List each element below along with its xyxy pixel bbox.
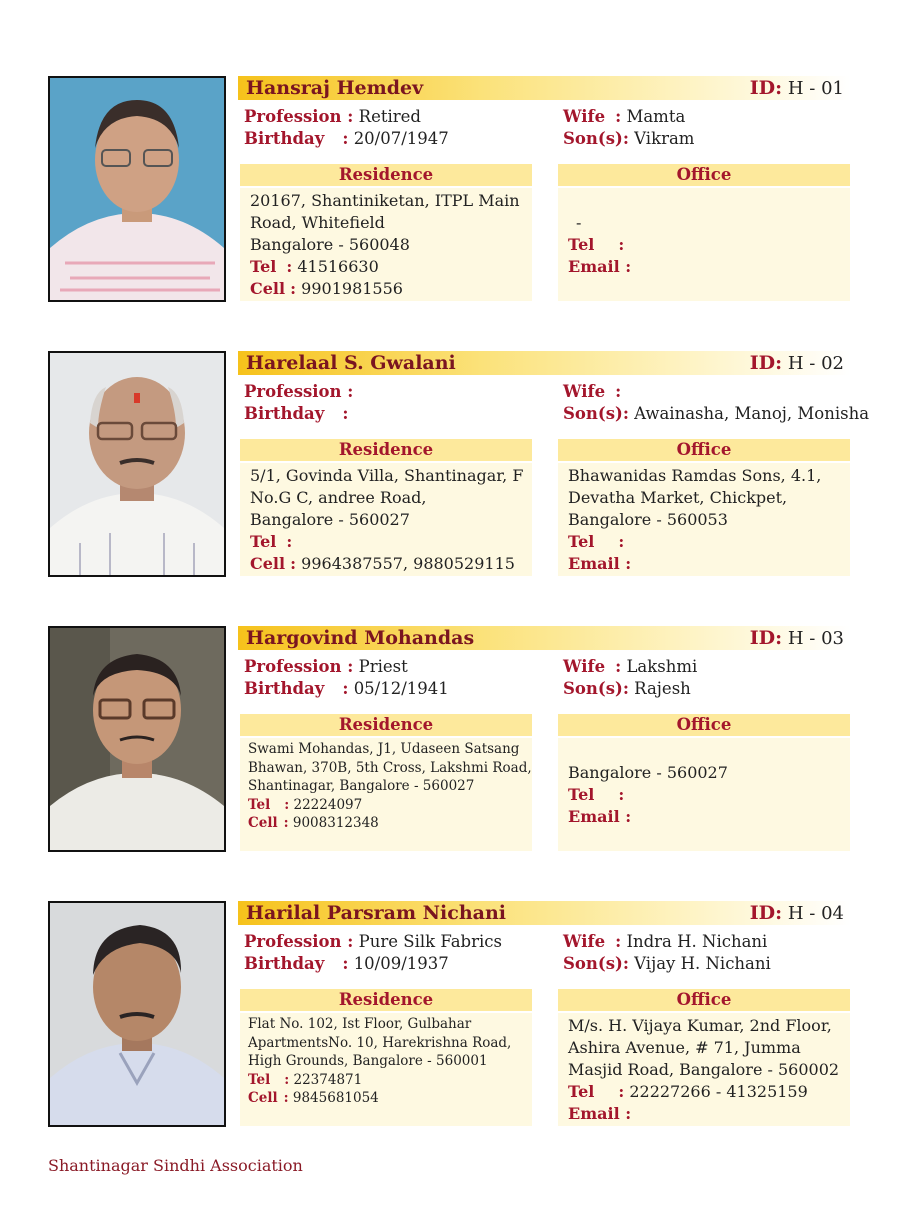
member-photo	[48, 901, 226, 1127]
member-entry	[0, 76, 900, 306]
sons-row: Son(s): Awainasha, Manoj, Monisha	[563, 404, 870, 423]
address-line: Devatha Market, Chickpet,	[568, 488, 788, 507]
address-line: No.G C, andree Road,	[250, 488, 427, 507]
member-id: ID: H - 04	[749, 902, 844, 924]
address-line: Bangalore - 560048	[250, 235, 410, 254]
address-line: Road, Whitefield	[250, 213, 385, 232]
name-bar	[238, 626, 850, 650]
cell-row: Cell : 9964387557, 9880529115	[250, 554, 515, 573]
member-name: Harelaal S. Gwalani	[246, 352, 456, 374]
office-header: Office	[558, 714, 850, 736]
address-line: M/s. H. Vijaya Kumar, 2nd Floor,	[568, 1016, 832, 1035]
address-line: Ashira Avenue, # 71, Jumma	[568, 1038, 801, 1057]
office-box	[558, 463, 850, 576]
member-photo	[48, 76, 226, 302]
residence-box	[240, 1013, 532, 1126]
portrait-image	[50, 628, 224, 850]
sons-row: Son(s): Vijay H. Nichani	[563, 954, 771, 973]
tel-row: Tel : 22227266 - 41325159	[568, 1082, 808, 1101]
portrait-image	[50, 903, 224, 1125]
wife-row: Wife : Indra H. Nichani	[563, 932, 768, 951]
office-header: Office	[558, 164, 850, 186]
address-line: 20167, Shantiniketan, ITPL Main	[250, 191, 520, 210]
office-box	[558, 738, 850, 851]
cell-row: Cell : 9008312348	[248, 815, 379, 831]
address-line: Bangalore - 560053	[568, 510, 728, 529]
member-entry	[0, 901, 900, 1131]
name-bar	[238, 901, 850, 925]
address-line: Shantinagar, Bangalore - 560027	[248, 778, 475, 794]
member-name: Harilal Parsram Nichani	[246, 902, 506, 924]
residence-header: Residence	[240, 989, 532, 1011]
portrait-image	[50, 353, 224, 575]
wife-row: Wife : Lakshmi	[563, 657, 698, 676]
member-id: ID: H - 01	[749, 77, 844, 99]
office-header: Office	[558, 989, 850, 1011]
birthday-row: Birthday : 05/12/1941	[244, 679, 449, 698]
address-line: ApartmentsNo. 10, Harekrishna Road,	[248, 1034, 512, 1051]
birthday-row: Birthday : 10/09/1937	[244, 954, 449, 973]
profession-row: Profession : Priest	[244, 657, 408, 676]
member-name: Hansraj Hemdev	[246, 77, 424, 99]
residence-header: Residence	[240, 714, 532, 736]
residence-header: Residence	[240, 164, 532, 186]
portrait-image	[50, 78, 224, 300]
tel-row: Tel : 22374871	[248, 1071, 363, 1088]
office-header: Office	[558, 439, 850, 461]
member-entry	[0, 351, 900, 581]
member-entry	[0, 626, 900, 856]
residence-box	[240, 463, 532, 576]
footer-text: Shantinagar Sindhi Association	[48, 1156, 303, 1175]
profession-row: Profession :	[244, 382, 354, 401]
address-line: High Grounds, Bangalore - 560001	[248, 1053, 488, 1069]
address-line: Bangalore - 560027	[250, 510, 410, 529]
email-row: Email :	[568, 807, 632, 826]
birthday-row: Birthday :	[244, 404, 349, 423]
cell-row: Cell : 9901981556	[250, 279, 403, 298]
profession-row: Profession : Retired	[244, 107, 421, 126]
member-photo	[48, 626, 226, 852]
member-id: ID: H - 02	[749, 352, 844, 374]
office-box	[558, 188, 850, 301]
address-line: Bhawan, 370B, 5th Cross, Lakshmi Road,	[248, 759, 532, 776]
birthday-row: Birthday : 20/07/1947	[244, 129, 449, 148]
residence-header: Residence	[240, 439, 532, 461]
address-line: 5/1, Govinda Villa, Shantinagar, F	[250, 466, 524, 485]
member-photo	[48, 351, 226, 577]
member-id: ID: H - 03	[749, 627, 844, 649]
tel-row: Tel : 41516630	[250, 257, 379, 276]
tel-row: Tel :	[250, 532, 293, 551]
tel-row: Tel : 22224097	[248, 796, 363, 813]
address-line: Bangalore - 560027	[568, 763, 728, 782]
profession-row: Profession : Pure Silk Fabrics	[244, 932, 502, 951]
address-line: -	[576, 213, 582, 232]
residence-box	[240, 738, 532, 851]
member-name: Hargovind Mohandas	[246, 627, 475, 649]
address-line: Flat No. 102, Ist Floor, Gulbahar	[248, 1016, 472, 1032]
email-row: Email :	[568, 554, 632, 573]
email-row: Email :	[568, 1104, 632, 1123]
cell-row: Cell : 9845681054	[248, 1090, 379, 1106]
address-line: Swami Mohandas, J1, Udaseen Satsang	[248, 741, 520, 757]
wife-row: Wife : Mamta	[563, 107, 686, 126]
tel-row: Tel :	[568, 532, 625, 551]
sons-row: Son(s): Rajesh	[563, 679, 691, 698]
sons-row: Son(s): Vikram	[563, 129, 695, 148]
wife-row: Wife :	[563, 382, 622, 401]
office-box	[558, 1013, 850, 1126]
tel-row: Tel :	[568, 785, 625, 804]
address-line: Bhawanidas Ramdas Sons, 4.1,	[568, 466, 822, 485]
residence-box	[240, 188, 532, 301]
name-bar	[238, 351, 850, 375]
address-line: Masjid Road, Bangalore - 560002	[568, 1060, 840, 1079]
address-line	[568, 190, 840, 212]
tel-row: Tel :	[568, 235, 625, 254]
name-bar	[238, 76, 850, 100]
email-row: Email :	[568, 257, 632, 276]
